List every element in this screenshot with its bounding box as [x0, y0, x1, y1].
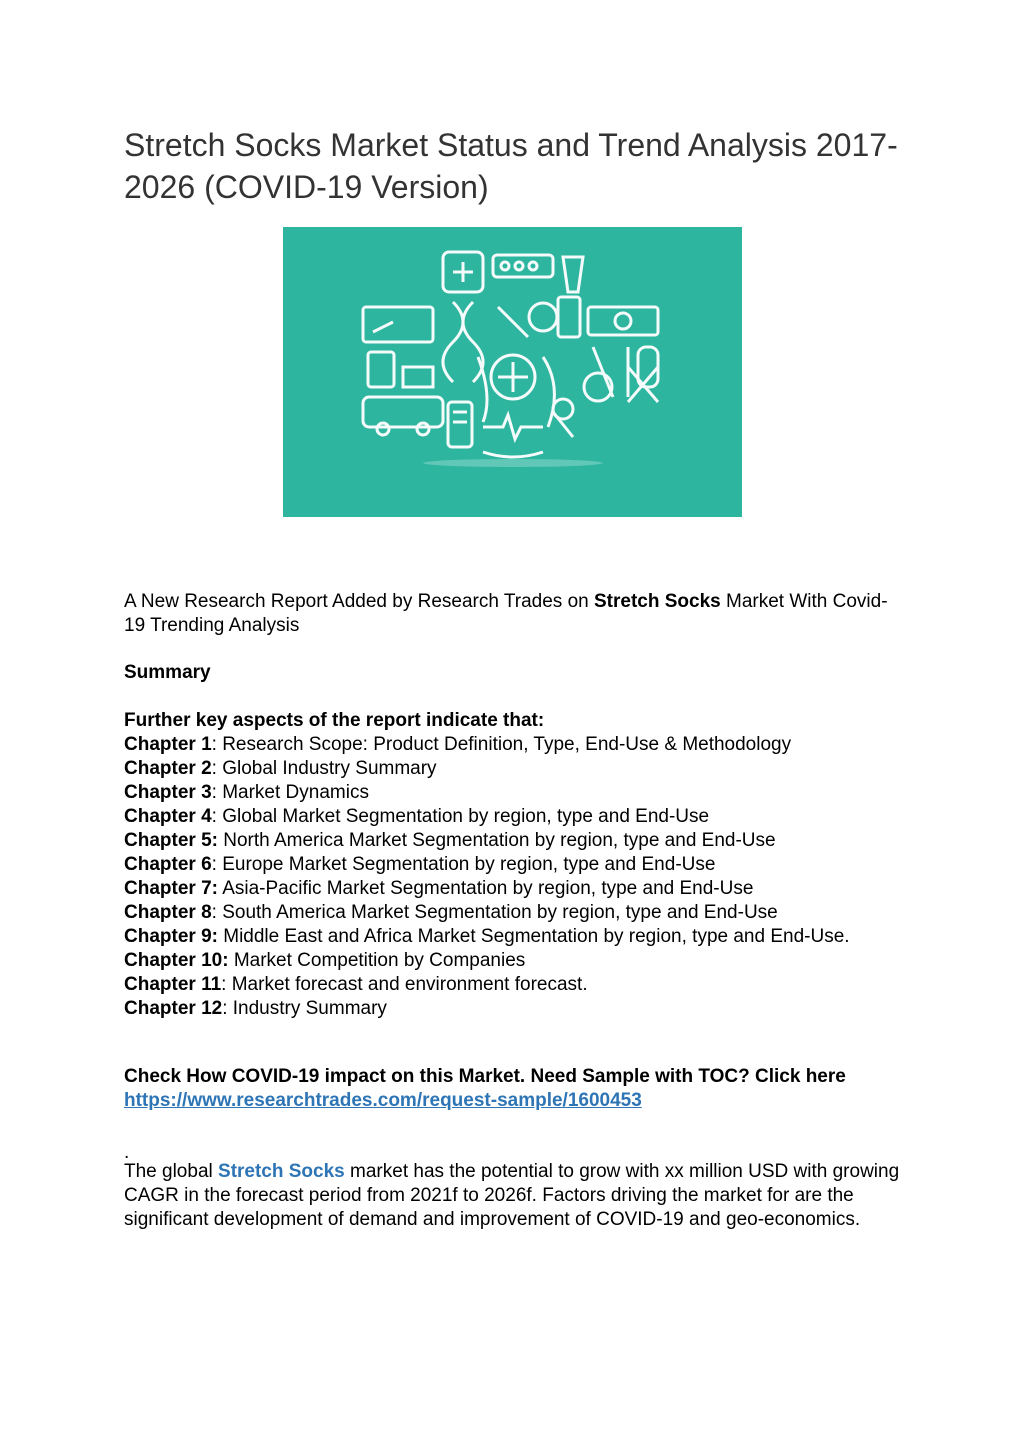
chapter-separator: : [211, 758, 223, 779]
chapter-separator: : [222, 998, 233, 1019]
chapter-separator: : [211, 782, 223, 803]
chapter-text: Market forecast and environment forecast. [231, 974, 588, 995]
chapter-label: Chapter 11 [124, 974, 222, 995]
chapter-label: Chapter 12 [124, 998, 223, 1019]
chapter-item [124, 901, 904, 925]
chapter-item [124, 805, 904, 829]
chapter-separator: : [211, 902, 223, 923]
chapter-label: Chapter 1 [124, 734, 212, 755]
chapter-label: Chapter 2 [124, 758, 212, 779]
sample-request-paragraph [124, 1065, 904, 1113]
chapter-label: Chapter 6 [124, 854, 212, 875]
separator-dot: . [124, 1142, 130, 1163]
chapter-label: Chapter 3 [124, 782, 212, 803]
chapter-label: Chapter 7: [124, 878, 218, 899]
hero-image [283, 227, 742, 517]
chapter-label: Chapter 5: [124, 830, 218, 851]
chapter-text: Asia-Pacific Market Segmentation by region, type and End-Use [222, 878, 754, 899]
chapter-text: Middle East and Africa Market Segmentation by region, type and End-Use. [223, 926, 850, 947]
chapter-label: Chapter 8 [124, 902, 212, 923]
chapter-separator: : [211, 806, 223, 827]
chapter-text: North America Market Segmentation by region, type and End-Use [223, 830, 776, 851]
chapter-label: Chapter 10: [124, 950, 229, 971]
intro-paragraph [124, 590, 904, 638]
intro-product-name: Stretch Socks [593, 591, 721, 612]
chapter-text: Market Dynamics [222, 782, 369, 803]
chapter-item [124, 829, 904, 853]
request-sample-link[interactable]: https://www.researchtrades.com/request-sample/1600453 [124, 1090, 642, 1111]
chapter-item [124, 853, 904, 877]
closing-text-before: The global [124, 1161, 219, 1182]
cta-text: Check How COVID-19 impact on this Market. Need Sample with TOC? Click here [124, 1066, 846, 1087]
chapter-item [124, 733, 904, 757]
chapter-item [124, 997, 904, 1021]
intro-text-before: A New Research Report Added by Research Trades on [124, 591, 594, 612]
chapter-item [124, 973, 904, 997]
closing-product-name: Stretch Socks [218, 1161, 345, 1182]
chapter-item [124, 925, 904, 949]
chapter-separator: : [221, 974, 232, 995]
medical-cross-collage-icon [283, 227, 742, 517]
chapter-text: Europe Market Segmentation by region, type and End-Use [222, 854, 716, 875]
chapter-text: South America Market Segmentation by region, type and End-Use [222, 902, 778, 923]
chapter-text: Research Scope: Product Definition, Type, End-Use & Methodology [222, 734, 792, 755]
aspects-heading: Further key aspects of the report indicate that: [124, 710, 545, 731]
chapter-item [124, 757, 904, 781]
intro-text-after: Market With Covid-19 Trending Analysis [124, 591, 888, 636]
chapter-text: Industry Summary [232, 998, 387, 1019]
chapter-list [124, 709, 904, 1021]
chapter-label: Chapter 9: [124, 926, 218, 947]
chapter-item [124, 877, 904, 901]
document-title: Stretch Socks Market Status and Trend Analysis 2017-2026 (COVID-19 Version) [124, 127, 898, 205]
chapter-item [124, 781, 904, 805]
chapter-label: Chapter 4 [124, 806, 212, 827]
closing-paragraph [124, 1160, 904, 1232]
chapter-separator: : [211, 854, 223, 875]
summary-heading: Summary [124, 662, 211, 683]
chapter-item [124, 949, 904, 973]
chapter-text: Market Competition by Companies [233, 950, 526, 971]
chapter-text: Global Market Segmentation by region, type and End-Use [222, 806, 710, 827]
chapter-text: Global Industry Summary [222, 758, 437, 779]
closing-text-after: market has the potential to grow with xx million USD with growing CAGR in the forecast period from 2021f to 2026f. Factors driving the market for are the significant development of demand and improvement of COVID-19 and geo-economics. [124, 1161, 900, 1230]
chapter-separator: : [211, 734, 223, 755]
